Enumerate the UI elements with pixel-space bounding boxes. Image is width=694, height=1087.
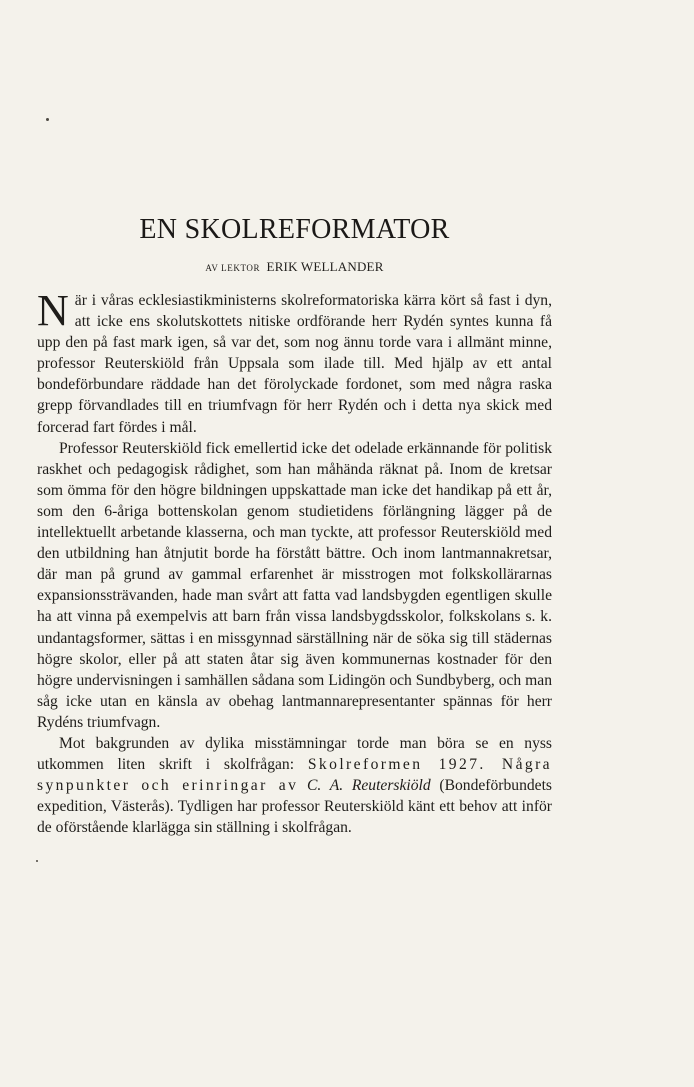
paragraph-3-text-before: Mot bakgrunden av dylika misstämningar torde man böra se en nyss utkommen liten skrift i skolfrågan: [37,734,552,774]
book-author-italic: C. A. Reuterskiöld [307,777,431,795]
article [37,213,552,838]
byline-author: ERIK WELLANDER [266,259,384,274]
print-speck [36,860,38,862]
article-body [37,286,552,838]
paragraph-1-text: är i våras ecklesiastikministerns skolreformatoriska kärra kört så fast i dyn, att icke ens skolutskottets nitiske ordförande herr Rydén syntes kunna få upp den på fast mark igen, så var det, som nog ännu torde vara i allmänt minne, professor Reuterskiöld från Uppsala som ilade till. Med hjälp av ett antal bondeförbundare räddade han det förolyckade fordonet, som med några raska grepp förvandlades till en triumfvagn för herr Rydén och i detta nya skick med forcerad fart fördes i mål. [37,292,552,436]
paragraph-1 [37,286,552,438]
drop-cap: N [37,286,69,335]
byline [37,259,552,276]
book-title-spaced: Skolreformen 1927. Några synpunkter och erinringar av [37,756,552,795]
print-speck [46,118,49,121]
paragraph-3 [37,733,552,838]
article-title: EN SKOLREFORMATOR [139,214,450,245]
paragraph-3-text-after: (Bondeförbundets expedition, Västerås). Tydligen har professor Reuterskiöld känt ett behov att inför de oförstående klarlägga sin ställning i skolfrågan. [37,777,552,837]
byline-prefix: AV LEKTOR [205,263,261,273]
paragraph-2: Professor Reuterskiöld fick emellertid icke det odelade erkännande för politisk raskhet och pedagogisk rådighet, som han måhända räknat på. Inom de kretsar som ömma för den högre bildningen uppskattade man icke det handikap på ett år, som den 6-åriga bottenskolan genom studietidens förlängning lägger på de intellektuellt arbetande klasserna, och man tyckte, att professor Reuterskiöld med den utbildning han åtnjutit borde ha förstått bättre. Och inom lantmannakretsar, där man på grund av gammal erfarenhet är misstrogen mot folkskollärarnas expansionssträvanden, hade man svårt att fatta vad landsbygden egentligen skulle ha att vinna på exempelvis att barn från vissa landsbygdsskolor, folkskolans s. k. undantagsformer, sättas i en missgynnad särställning när de söka sig till städernas högre skolor, eller på att staten åtar sig även kommunernas kostnader för den högre undervisningen i samhällen sådana som Lidingön och Sundbyberg, och man såg icke utan en känsla av obehag lantmannarepresentanter spännas för herr Rydéns triumfvagn. [37,439,552,731]
